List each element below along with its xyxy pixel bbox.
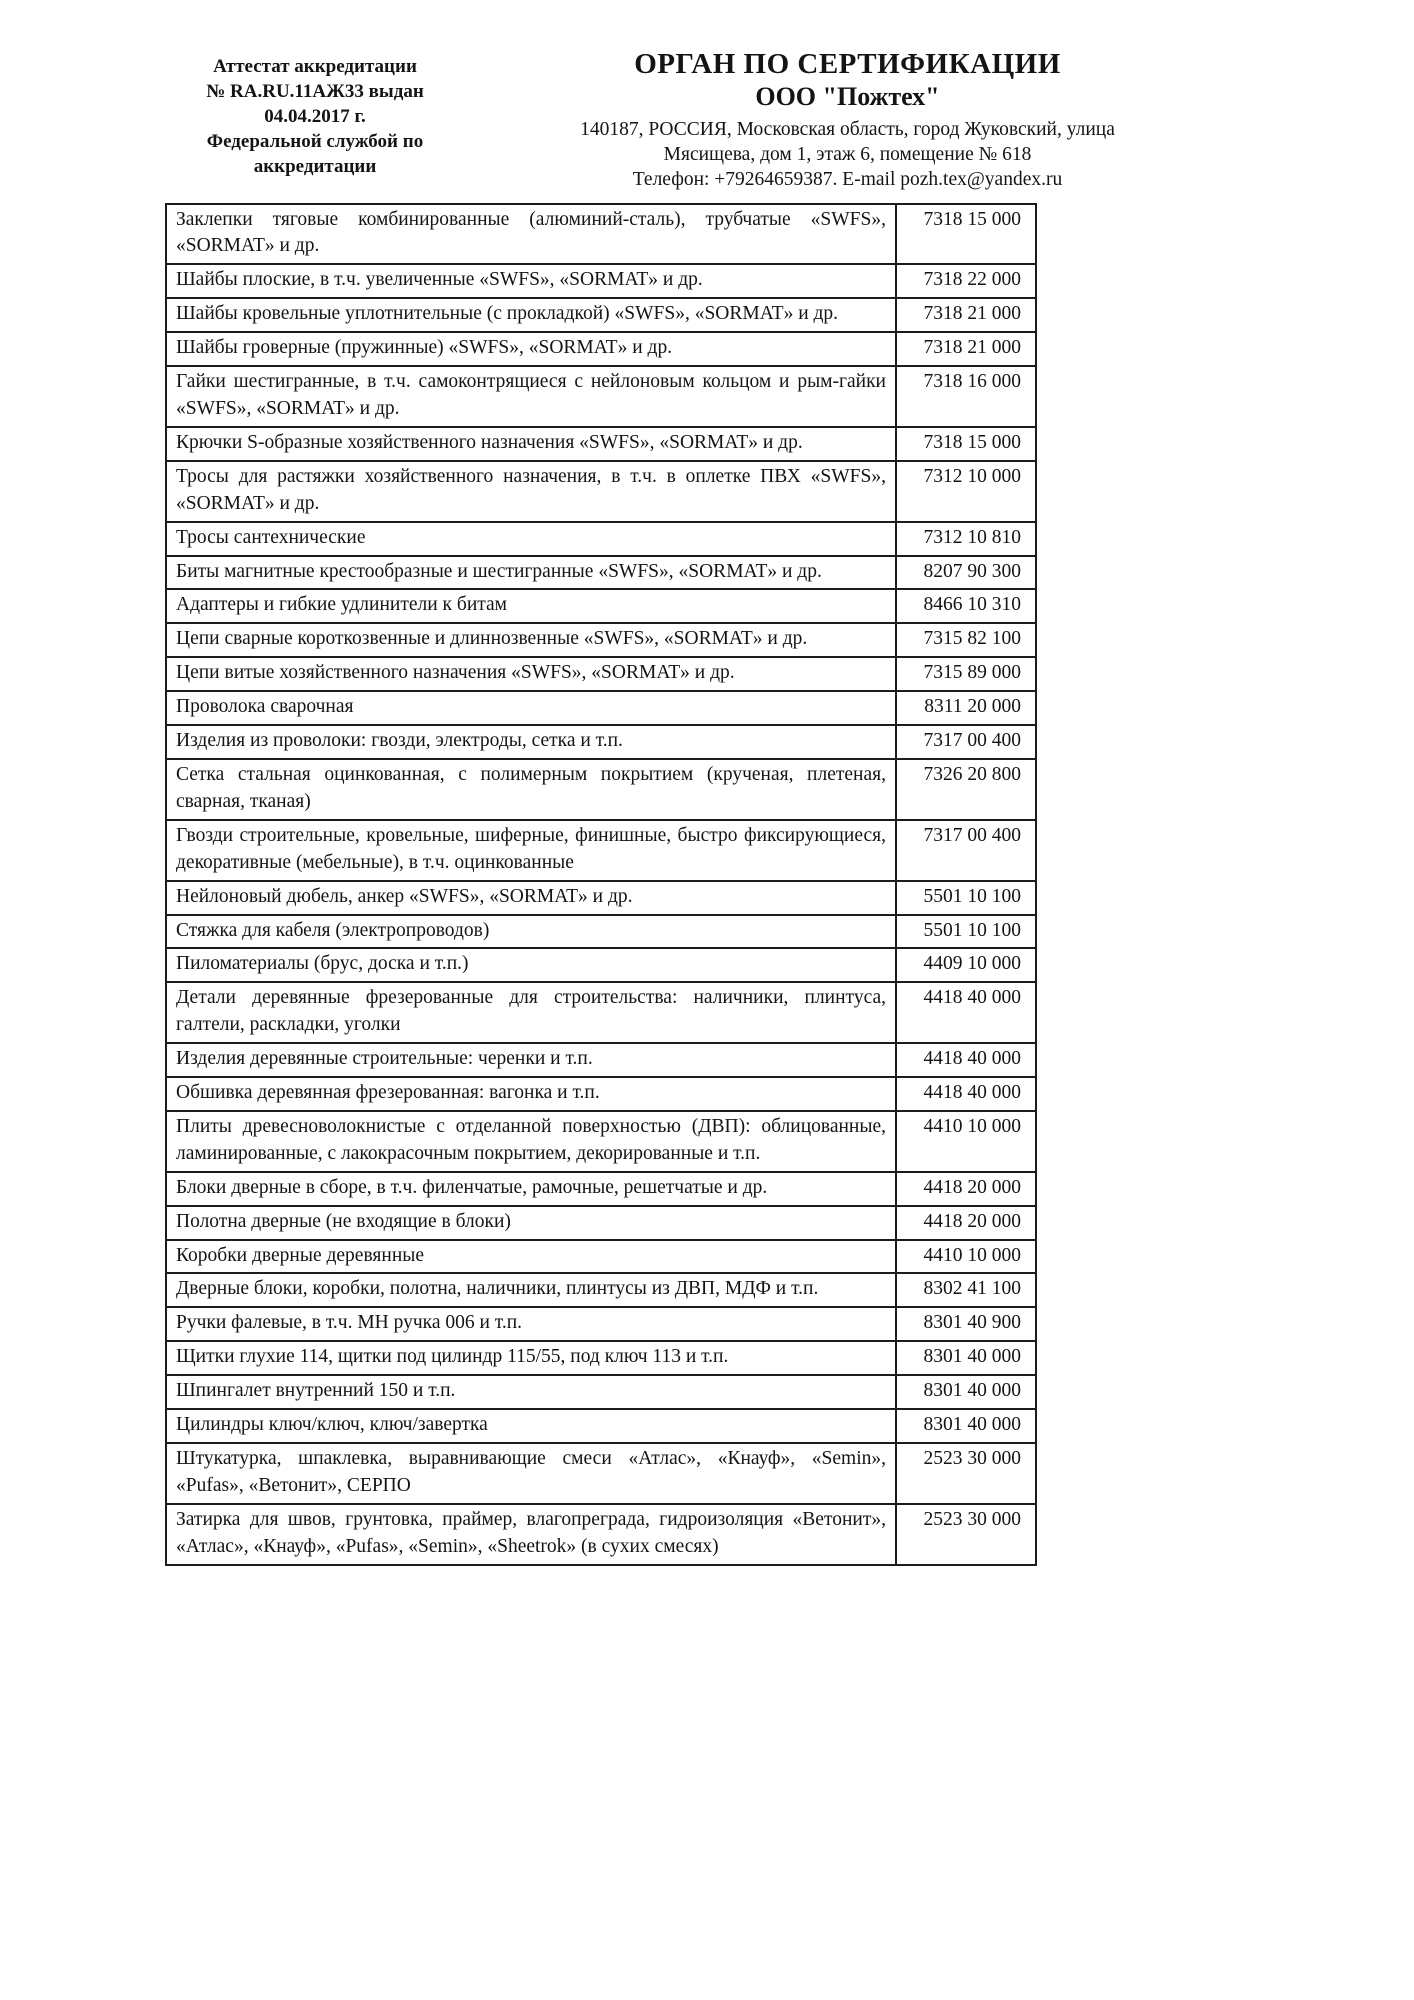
accreditation-block xyxy=(165,48,465,193)
product-description: Адаптеры и гибкие удлинители к битам xyxy=(166,589,896,623)
table-row xyxy=(166,948,1036,982)
product-description: Полотна дверные (не входящие в блоки) xyxy=(166,1206,896,1240)
table-row xyxy=(166,427,1036,461)
product-code: 5501 10 100 xyxy=(896,915,1036,949)
product-description: Обшивка деревянная фрезерованная: вагонка и т.п. xyxy=(166,1077,896,1111)
product-description: Тросы для растяжки хозяйственного назначения, в т.ч. в оплетке ПВХ «SWFS», «SORMAT» и др. xyxy=(166,461,896,522)
product-description: Штукатурка, шпаклевка, выравнивающие смеси «Атлас», «Кнауф», «Semin», «Pufas», «Ветонит», СЕРПО xyxy=(166,1443,896,1504)
product-description: Шайбы кровельные уплотнительные (с прокладкой) «SWFS», «SORMAT» и др. xyxy=(166,298,896,332)
accreditation-line: аккредитации xyxy=(253,156,377,178)
document-content xyxy=(165,48,1230,1566)
product-description: Заклепки тяговые комбинированные (алюминий-сталь), трубчатые «SWFS», «SORMAT» и др. xyxy=(166,204,896,265)
organization-address-line1: 140187, РОССИЯ, Московская область, город Жуковский, улица xyxy=(580,118,1115,140)
table-row xyxy=(166,1172,1036,1206)
product-code: 4418 40 000 xyxy=(896,1043,1036,1077)
product-description: Цилиндры ключ/ключ, ключ/завертка xyxy=(166,1409,896,1443)
table-row xyxy=(166,1307,1036,1341)
product-code: 5501 10 100 xyxy=(896,881,1036,915)
product-description: Шпингалет внутренний 150 и т.п. xyxy=(166,1375,896,1409)
product-code: 8302 41 100 xyxy=(896,1273,1036,1307)
organization-address-line2: Мясищева, дом 1, этаж 6, помещение № 618 xyxy=(663,143,1032,165)
product-description: Ручки фалевые, в т.ч. МН ручка 006 и т.п. xyxy=(166,1307,896,1341)
table-row xyxy=(166,915,1036,949)
product-code: 8301 40 900 xyxy=(896,1307,1036,1341)
product-code: 7318 21 000 xyxy=(896,298,1036,332)
product-description: Изделия деревянные строительные: черенки и т.п. xyxy=(166,1043,896,1077)
product-code: 4418 40 000 xyxy=(896,1077,1036,1111)
product-description: Дверные блоки, коробки, полотна, наличники, плинтусы из ДВП, МДФ и т.п. xyxy=(166,1273,896,1307)
product-description: Плиты древесноволокнистые с отделанной поверхностью (ДВП): облицованные, ламинированные, с лакокрасочным покрытием, декорированные и т.п. xyxy=(166,1111,896,1172)
table-row xyxy=(166,589,1036,623)
product-code: 4418 20 000 xyxy=(896,1172,1036,1206)
product-description: Шайбы плоские, в т.ч. увеличенные «SWFS», «SORMAT» и др. xyxy=(166,264,896,298)
table-row xyxy=(166,366,1036,427)
table-row xyxy=(166,1206,1036,1240)
table-row xyxy=(166,725,1036,759)
product-code: 8207 90 300 xyxy=(896,556,1036,590)
product-description: Гайки шестигранные, в т.ч. самоконтрящиеся с нейлоновым кольцом и рым-гайки «SWFS», «SORMAT» и др. xyxy=(166,366,896,427)
table-row xyxy=(166,298,1036,332)
product-code: 4410 10 000 xyxy=(896,1111,1036,1172)
product-code: 7318 22 000 xyxy=(896,264,1036,298)
organization-name: ООО "Пожтех" xyxy=(755,82,940,112)
products-table xyxy=(165,203,1037,1566)
table-row xyxy=(166,820,1036,881)
certification-body-block xyxy=(465,48,1230,193)
product-description: Изделия из проволоки: гвозди, электроды, сетка и т.п. xyxy=(166,725,896,759)
table-row xyxy=(166,1409,1036,1443)
product-description: Нейлоновый дюбель, анкер «SWFS», «SORMAT» и др. xyxy=(166,881,896,915)
product-description: Затирка для швов, грунтовка, праймер, влагопреграда, гидроизоляция «Ветонит», «Атлас», «Кнауф», «Pufas», «Semin», «Sheetrok» (в сухих смесях) xyxy=(166,1504,896,1565)
organization-contact: Телефон: +79264659387. E-mail pozh.tex@yandex.ru xyxy=(632,169,1063,191)
product-description: Цепи витые хозяйственного назначения «SWFS», «SORMAT» и др. xyxy=(166,657,896,691)
accreditation-line: Федеральной службой по xyxy=(206,131,424,153)
table-row xyxy=(166,522,1036,556)
product-code: 8311 20 000 xyxy=(896,691,1036,725)
table-row xyxy=(166,1111,1036,1172)
table-row xyxy=(166,1375,1036,1409)
table-row xyxy=(166,461,1036,522)
table-row xyxy=(166,1443,1036,1504)
certification-body-title: ОРГАН ПО СЕРТИФИКАЦИИ xyxy=(634,48,1061,80)
table-row xyxy=(166,1077,1036,1111)
product-code: 7318 16 000 xyxy=(896,366,1036,427)
product-code: 4418 40 000 xyxy=(896,982,1036,1043)
product-code: 7317 00 400 xyxy=(896,820,1036,881)
product-description: Блоки дверные в сборе, в т.ч. филенчатые, рамочные, решетчатые и др. xyxy=(166,1172,896,1206)
table-row xyxy=(166,881,1036,915)
product-description: Сетка стальная оцинкованная, с полимерным покрытием (крученая, плетеная, сварная, тканая) xyxy=(166,759,896,820)
table-row xyxy=(166,759,1036,820)
accreditation-line: 04.04.2017 г. xyxy=(264,106,366,128)
table-row xyxy=(166,1240,1036,1274)
product-description: Тросы сантехнические xyxy=(166,522,896,556)
document-header xyxy=(165,48,1230,193)
product-code: 2523 30 000 xyxy=(896,1504,1036,1565)
product-description: Крючки S-образные хозяйственного назначения «SWFS», «SORMAT» и др. xyxy=(166,427,896,461)
product-description: Проволока сварочная xyxy=(166,691,896,725)
table-row xyxy=(166,264,1036,298)
table-row xyxy=(166,204,1036,265)
table-row xyxy=(166,623,1036,657)
product-code: 4418 20 000 xyxy=(896,1206,1036,1240)
product-description: Коробки дверные деревянные xyxy=(166,1240,896,1274)
table-row xyxy=(166,332,1036,366)
product-code: 7312 10 000 xyxy=(896,461,1036,522)
table-row xyxy=(166,657,1036,691)
product-code: 7315 89 000 xyxy=(896,657,1036,691)
product-description: Детали деревянные фрезерованные для строительства: наличники, плинтуса, галтели, раскладки, уголки xyxy=(166,982,896,1043)
product-code: 7312 10 810 xyxy=(896,522,1036,556)
product-description: Щитки глухие 114, щитки под цилиндр 115/55, под ключ 113 и т.п. xyxy=(166,1341,896,1375)
product-description: Шайбы гроверные (пружинные) «SWFS», «SORMAT» и др. xyxy=(166,332,896,366)
product-description: Биты магнитные крестообразные и шестигранные «SWFS», «SORMAT» и др. xyxy=(166,556,896,590)
table-row xyxy=(166,1341,1036,1375)
product-description: Стяжка для кабеля (электропроводов) xyxy=(166,915,896,949)
product-code: 8301 40 000 xyxy=(896,1341,1036,1375)
table-row xyxy=(166,556,1036,590)
product-code: 7318 15 000 xyxy=(896,427,1036,461)
products-table-body xyxy=(166,204,1036,1565)
table-row xyxy=(166,1043,1036,1077)
product-code: 8466 10 310 xyxy=(896,589,1036,623)
product-code: 8301 40 000 xyxy=(896,1409,1036,1443)
product-code: 7315 82 100 xyxy=(896,623,1036,657)
product-code: 7318 21 000 xyxy=(896,332,1036,366)
product-description: Гвозди строительные, кровельные, шиферные, финишные, быстро фиксирующиеся, декоративные (мебельные), в т.ч. оцинкованные xyxy=(166,820,896,881)
product-code: 8301 40 000 xyxy=(896,1375,1036,1409)
accreditation-line: № RA.RU.11АЖ33 выдан xyxy=(206,81,424,103)
product-code: 4410 10 000 xyxy=(896,1240,1036,1274)
table-row xyxy=(166,1504,1036,1565)
product-code: 7326 20 800 xyxy=(896,759,1036,820)
table-row xyxy=(166,691,1036,725)
table-row xyxy=(166,982,1036,1043)
product-description: Цепи сварные короткозвенные и длиннозвенные «SWFS», «SORMAT» и др. xyxy=(166,623,896,657)
product-code: 4409 10 000 xyxy=(896,948,1036,982)
table-row xyxy=(166,1273,1036,1307)
product-code: 7317 00 400 xyxy=(896,725,1036,759)
product-code: 7318 15 000 xyxy=(896,204,1036,265)
product-description: Пиломатериалы (брус, доска и т.п.) xyxy=(166,948,896,982)
accreditation-line: Аттестат аккредитации xyxy=(213,56,417,77)
product-code: 2523 30 000 xyxy=(896,1443,1036,1504)
